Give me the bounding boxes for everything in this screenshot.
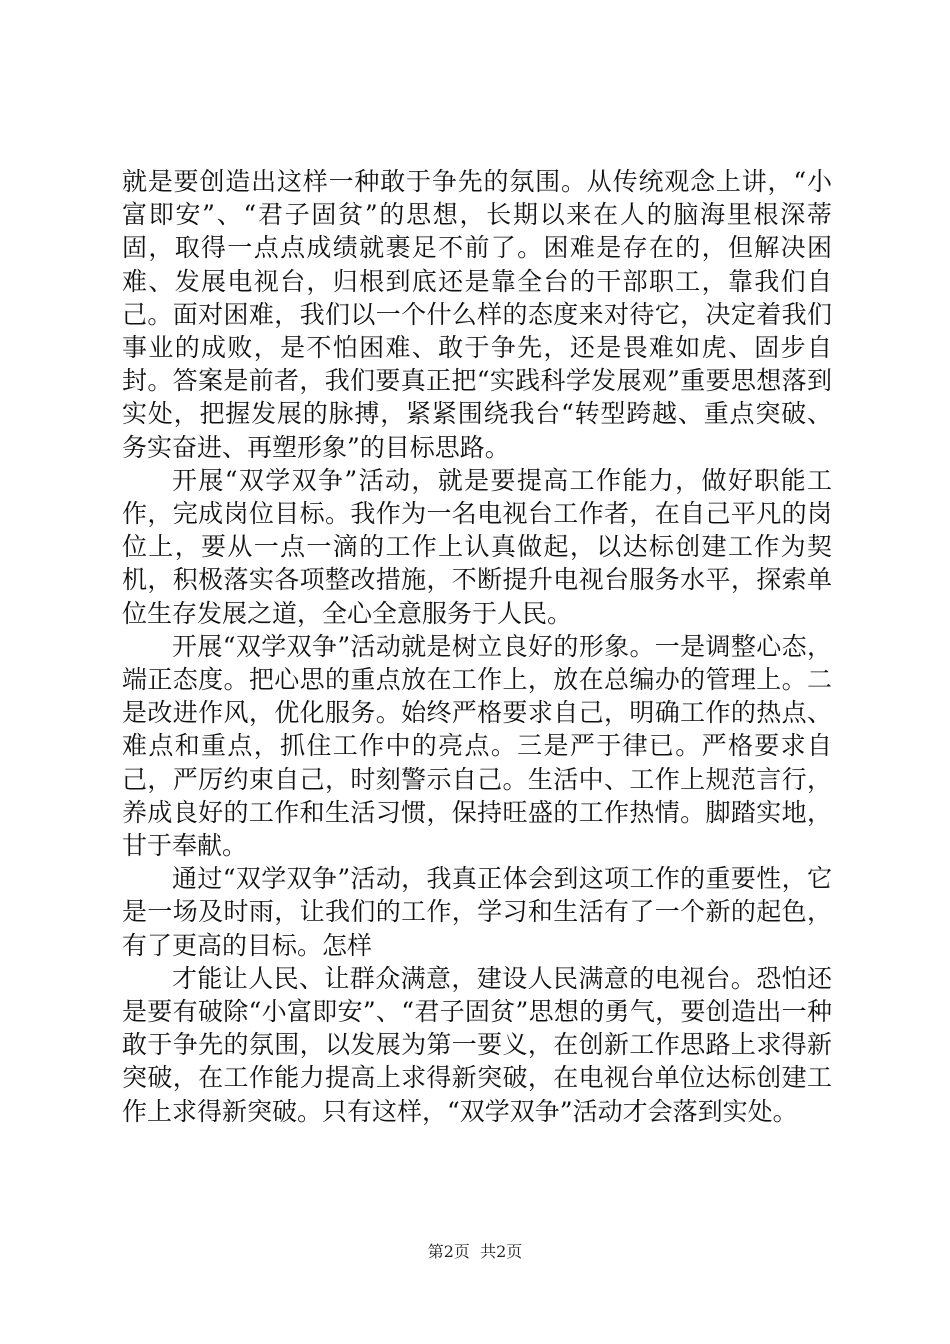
paragraph-3: 开展“双学双争”活动就是树立良好的形象。一是调整心态，端正态度。把心思的重点放在工作上，放在总编办的管理上。二是改进作风，优化服务。始终严格要求自己，明确工作的热点、难点和重点，抓住工作中的亮点。三是严于律已。严格要求自己，严厉约束自己，时刻警示自己。生活中、工作上规范言行，养成良好的工作和生活习惯，保持旺盛的工作热情。脚踏实地，甘于奉献。 [122, 631, 832, 861]
paragraph-2: 开展“双学双争”活动，就是要提高工作能力，做好职能工作，完成岗位目标。我作为一名电视台工作者，在自己平凡的岗位上，要从一点一滴的工作上认真做起，以达标创建工作为契机，积极落实各项整改措施，不断提升电视台服务水平，探索单位生存发展之道，全心全意服务于人民。 [122, 465, 832, 628]
footer-separator [470, 1242, 480, 1261]
document-body [122, 165, 832, 1128]
page-total: 共2页 [480, 1242, 523, 1261]
page-number: 第2页 [427, 1242, 470, 1261]
paragraph-1: 就是要创造出这样一种敢于争先的氛围。从传统观念上讲，“小富即安”、“君子固贫”的思想，长期以来在人的脑海里根深蒂固，取得一点点成绩就裹足不前了。困难是存在的，但解决困难、发展电视台，归根到底还是靠全台的干部职工，靠我们自己。面对困难，我们以一个什么样的态度来对待它，决定着我们事业的成败，是不怕困难、敢于争先，还是畏难如虎、固步自封。答案是前者，我们要真正把“实践科学发展观”重要思想落到实处，把握发展的脉搏，紧紧围绕我台“转型跨越、重点突破、务实奋进、再塑形象”的目标思路。 [122, 167, 832, 462]
paragraph-5: 才能让人民、让群众满意，建设人民满意的电视台。恐怕还是要有破除“小富即安”、“君子固贫”思想的勇气，要创造出一种敢于争先的氛围，以发展为第一要义，在创新工作思路上求得新突破，在工作能力提高上求得新突破，在电视台单位达标创建工作上求得新突破。只有这样，“双学双争”活动才会落到实处。 [122, 963, 832, 1126]
page-footer [0, 1242, 950, 1262]
paragraph-4: 通过“双学双争”活动，我真正体会到这项工作的重要性，它是一场及时雨，让我们的工作，学习和生活有了一个新的起色，有了更高的目标。怎样 [122, 864, 832, 960]
